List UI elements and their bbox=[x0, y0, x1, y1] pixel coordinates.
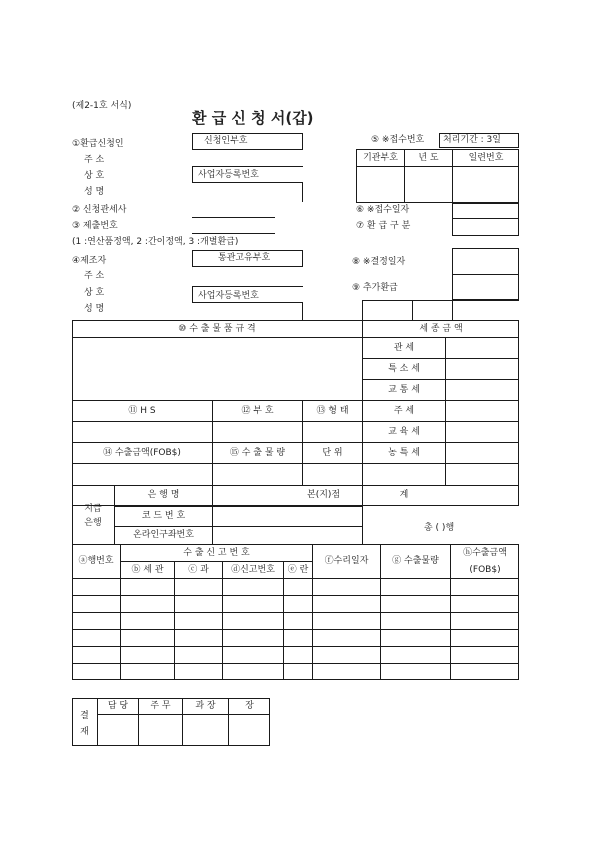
agency-code-header: 기관부호 bbox=[363, 153, 398, 163]
section-header: ⓒ 과 bbox=[188, 565, 209, 575]
submit-no-label: ③ 제출번호 bbox=[72, 221, 118, 231]
approval-label: 결 재 bbox=[80, 711, 89, 737]
refund-type-label: ⑦ 환 급 구 분 bbox=[356, 221, 411, 231]
amount-fob-header: ⑭ 수출금액(FOB$) bbox=[103, 448, 181, 458]
serial-header: 일련번호 bbox=[468, 153, 504, 163]
total-rows-label: 총 ( )행 bbox=[424, 523, 455, 533]
tax-row-customs: 관 세 bbox=[393, 343, 415, 353]
form-number: (제2-1호 서식) bbox=[72, 101, 132, 111]
approval-col-manager: 과 장 bbox=[195, 701, 216, 711]
processing-period: 처리기간 : 3일 bbox=[443, 135, 501, 145]
export-amount-header: ⓗ수출금액 bbox=[463, 548, 507, 558]
customs-house-header: ⓑ 세 관 bbox=[131, 565, 164, 575]
tax-row-special: 특 소 세 bbox=[388, 364, 420, 374]
receipt-date-label: ⑥ ※접수일자 bbox=[356, 205, 410, 215]
hs-header: ⑪ H S bbox=[128, 406, 156, 416]
tax-row-traffic: 교 통 세 bbox=[388, 385, 420, 395]
applicant-firm-label: 상 호 bbox=[84, 171, 105, 181]
accept-date-header: ⓕ수리일자 bbox=[324, 556, 369, 566]
form-header: ⑬ 형 태 bbox=[316, 406, 349, 416]
declaration-no-header: 수 출 신 고 번 호 bbox=[183, 548, 250, 558]
maker-address-label: 주 소 bbox=[84, 271, 105, 281]
tax-header: 세 종 금 액 bbox=[419, 324, 463, 334]
applicant-code-label: 신청인부호 bbox=[204, 136, 248, 146]
column-header: ⓔ 란 bbox=[287, 565, 309, 575]
additional-refund-label: ⑨ 추가환급 bbox=[352, 283, 398, 293]
approval-col-head: 장 bbox=[245, 701, 254, 711]
applicant-label: ①환급신청인 bbox=[72, 139, 124, 149]
unit-header: 단 위 bbox=[322, 448, 343, 458]
refund-method-note: (1 :연산품정액, 2 :간이정액, 3 :개별환급) bbox=[72, 237, 239, 247]
receipt-no-label: ⑤ ※접수번호 bbox=[371, 135, 425, 145]
maker-firm-label: 상 호 bbox=[84, 288, 105, 298]
tax-row-rural: 농 특 세 bbox=[388, 448, 420, 458]
maker-name-label: 성 명 bbox=[84, 304, 105, 314]
bank-label: 지급 은행 bbox=[84, 504, 102, 528]
applicant-bizno-label: 사업자등록번호 bbox=[198, 170, 259, 180]
maker-label: ④제조자 bbox=[72, 256, 107, 266]
decision-date-label: ⑧ ※결정일자 bbox=[352, 257, 406, 267]
export-quantity-header: ⓖ 수출물량 bbox=[392, 556, 439, 566]
receipt-refund-field[interactable] bbox=[452, 203, 519, 236]
customs-broker-label: ② 신청관세사 bbox=[72, 205, 127, 215]
form-title: 환 급 신 청 서(갑) bbox=[192, 109, 314, 127]
bank-name-label: 은 행 명 bbox=[147, 490, 180, 500]
year-header: 년 도 bbox=[418, 153, 439, 163]
export-amount-unit: (FOB$) bbox=[469, 565, 501, 575]
maker-bizno-label: 사업자등록번호 bbox=[198, 291, 259, 301]
approval-col-staff: 담 당 bbox=[107, 701, 129, 711]
maker-code-label: 통관고유부호 bbox=[218, 253, 271, 263]
tax-row-liquor: 주 세 bbox=[393, 406, 415, 416]
account-label: 온라인구좌번호 bbox=[133, 530, 194, 540]
applicant-name-label: 성 명 bbox=[84, 187, 105, 197]
quantity-header: ⑮ 수 출 물 량 bbox=[229, 448, 286, 458]
report-no-header: ⓓ신고번호 bbox=[231, 565, 275, 575]
row-no-header: ⓐ행번호 bbox=[78, 556, 114, 566]
tax-row-education: 교 육 세 bbox=[388, 427, 420, 437]
goods-spec-header: ⑩ 수 출 물 품 규 격 bbox=[178, 324, 256, 334]
branch-label: 본(지)점 bbox=[307, 490, 341, 500]
mark-header: ⑫ 부 호 bbox=[241, 406, 274, 416]
tax-total-label: 계 bbox=[399, 490, 409, 500]
bank-code-label: 코 드 번 호 bbox=[141, 511, 186, 521]
approval-col-chief: 주 무 bbox=[150, 701, 171, 711]
applicant-address-label: 주 소 bbox=[84, 155, 105, 165]
